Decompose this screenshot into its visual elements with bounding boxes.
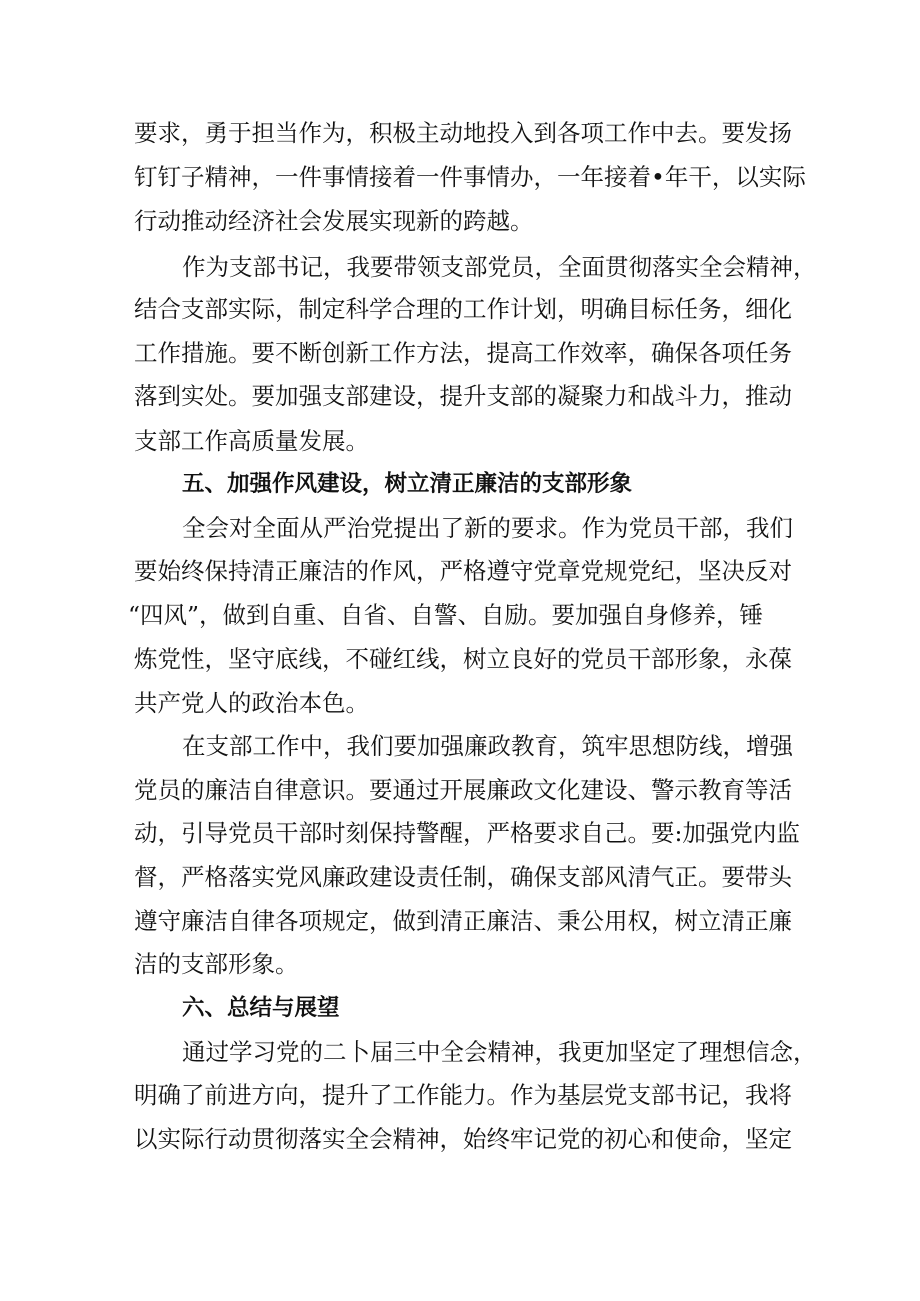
section-heading: 五、加强作风建设，树立清正廉洁的支部形象 <box>182 471 633 497</box>
text-line: 动，引导党员干部时刻保持警醒，严格要求自己。要:加强党内监 <box>134 819 800 847</box>
text-line: 钉钉子精神，一件事情接着一件事情办，一年接着•年干，以实际 <box>134 163 806 191</box>
text-line: 作为支部书记，我要带领支部党员，全面贯彻落实全会精神， <box>182 253 817 281</box>
text-line: 共产党人的政治本色。 <box>134 689 369 717</box>
text-line: 支部工作高质量发展。 <box>134 427 369 455</box>
text-line: 明确了前进方向，提升了工作能力。作为基层党支部书记，我将 <box>134 1081 792 1109</box>
text-line: 遵守廉洁自律各项规定，做到清正廉洁、秉公用权，树立清正廉 <box>134 907 792 935</box>
text-line: 党员的廉洁自律意识。要通过开展廉政文化建设、警示教育等活 <box>134 776 792 804</box>
text-line: 炼党性，坚守底线，不碰红线，树立良好的党员干部形象，永葆 <box>134 645 792 673</box>
text-line: 落到实处。要加强支部建设，提升支部的凝聚力和战斗力，推动 <box>134 382 792 410</box>
section-heading: 六、总结与展望 <box>182 995 340 1021</box>
text-line: “四风”，做到自重、自省、自警、自励。要加强自身修养，锤 <box>128 601 764 629</box>
text-line: 督，严格落实党风廉政建设责任制，确保支部风清气正。要带头 <box>134 863 792 891</box>
text-line: 结合支部实际，制定科学合理的工作计划，明确目标任务，细化 <box>134 295 792 323</box>
text-line: 在支部工作中，我们要加强廉政教育，筑牢思想防线，增强 <box>182 732 793 760</box>
text-line: 通过学习党的二卜届三中全会精神，我更加坚定了理想信念， <box>182 1038 817 1066</box>
text-line: 全会对全面从严治党提出了新的要求。作为党员干部，我们 <box>182 514 793 542</box>
text-line: 要始终保持清正廉洁的作风，严格遵守党章党规党纪，坚决反对 <box>134 557 792 585</box>
text-line: 洁的支部形象。 <box>134 950 299 978</box>
text-line: 行动推动经济社会发展实现新的跨越。 <box>134 207 534 235</box>
text-line: 要求，勇于担当作为，积极主动地投入到各项工作中去。要发扬 <box>134 119 792 147</box>
text-line: 工作措施。要不断创新工作方法，提高工作效率，确保各项任务 <box>134 339 792 367</box>
text-line: 以实际行动贯彻落实全会精神，始终牢记党的初心和使命，坚定 <box>134 1125 792 1153</box>
